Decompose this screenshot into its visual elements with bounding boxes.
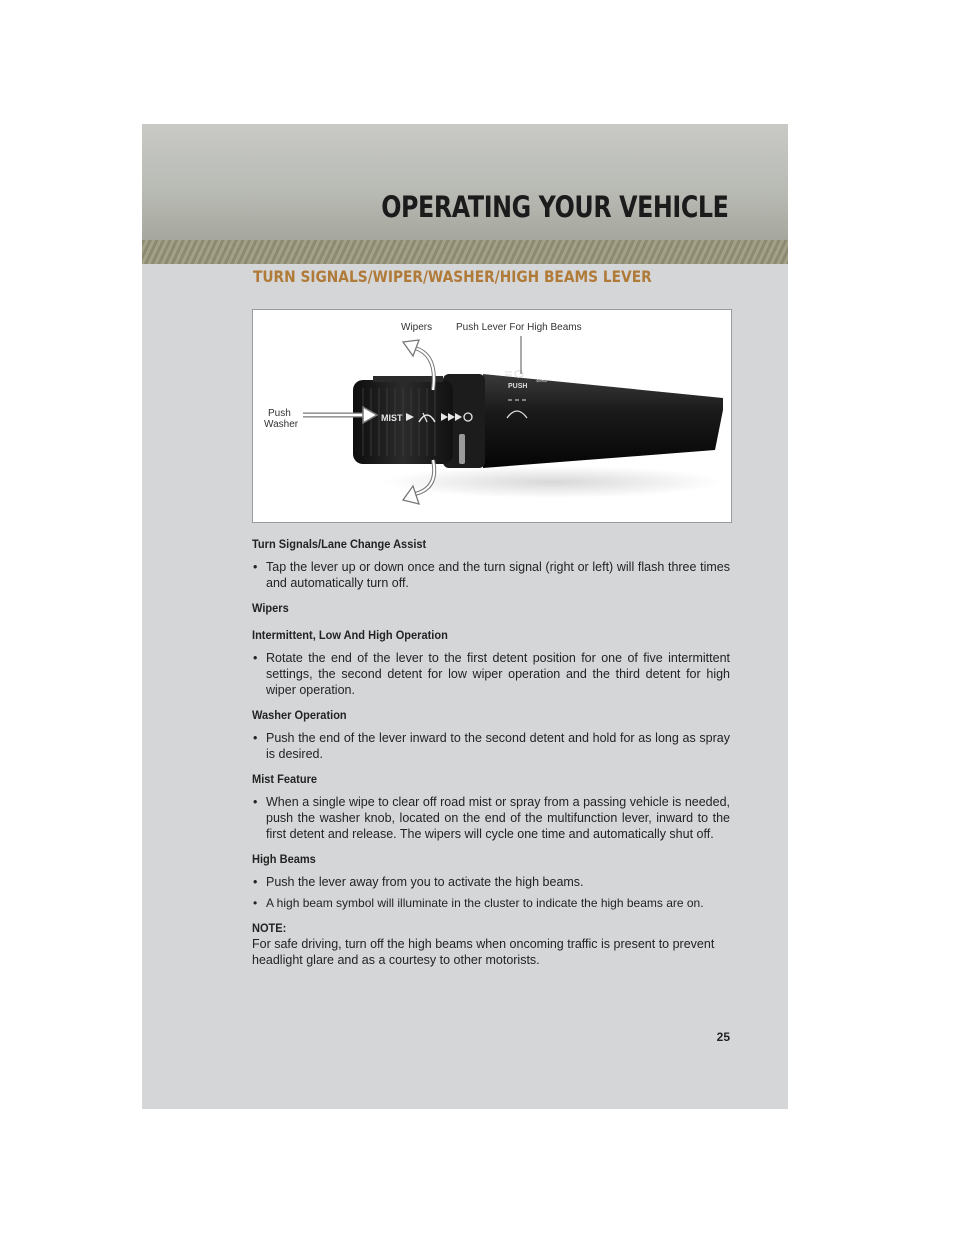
bullet-glyph: • (253, 896, 258, 910)
section-title: TURN SIGNALS/WIPER/WASHER/HIGH BEAMS LEVER (253, 267, 652, 286)
heading-washer: Washer Operation (252, 708, 347, 722)
bullet-high-beams-1: • Push the lever away from you to activate the high beams. (253, 875, 584, 889)
bullet-glyph: • (253, 731, 258, 745)
bullet-intermittent: • Rotate the end of the lever to the first detent position for one of five intermittent settings, the second detent for low wiper operation and the third detent for high wiper operation. (253, 651, 730, 697)
figure-label-high-beams: Push Lever For High Beams (456, 322, 582, 333)
figure-label-push: Push (268, 408, 291, 419)
heading-intermittent: Intermittent, Low And High Operation (252, 628, 448, 642)
manual-page (142, 124, 788, 1109)
page-header-title: OPERATING YOUR VEHICLE (380, 190, 728, 224)
lever-illustration (253, 310, 731, 522)
lever-mist-text: MIST (381, 413, 403, 423)
turn-arrows-icon: ⇦⇨ (536, 377, 548, 385)
heading-high-beams: High Beams (252, 852, 316, 866)
bullet-washer: • Push the end of the lever inward to the second detent and hold for as long as spray is desired. (253, 731, 730, 761)
bullet-turn-signals: • Tap the lever up or down once and the turn signal (right or left) will flash three times and automatically turn off. (253, 560, 730, 590)
lever-push-text: PUSH (508, 383, 528, 390)
heading-wipers: Wipers (252, 601, 289, 615)
bullet-mist: • When a single wipe to clear off road mist or spray from a passing vehicle is needed, push the washer knob, located on the end of the multifunction lever, inward to the first detent and release. The wipers will cycle one time and automatically shut off. (253, 795, 730, 841)
content-body (252, 536, 730, 968)
lever-figure (252, 309, 732, 523)
heading-turn-signals: Turn Signals/Lane Change Assist (252, 537, 427, 551)
header-stripe (142, 240, 788, 264)
bullet-high-beams-2: • A high beam symbol will illuminate in the cluster to indicate the high beams are on. (253, 896, 704, 910)
bullet-glyph: • (253, 875, 258, 889)
page-number: 25 (716, 1030, 730, 1044)
bullet-glyph: • (253, 651, 258, 665)
note-label: NOTE: (252, 921, 287, 935)
bullet-glyph: • (253, 560, 258, 574)
detent-indicator (459, 434, 465, 464)
bullet-glyph: • (253, 795, 258, 809)
figure-label-wipers: Wipers (401, 322, 433, 333)
figure-label-washer: Washer (264, 419, 299, 430)
high-beam-symbol-icon (515, 371, 523, 378)
note-text: For safe driving, turn off the high beams when oncoming traffic is present to prevent headlight glare and as a courtesy to other motorists. (252, 937, 715, 967)
heading-mist: Mist Feature (252, 772, 318, 786)
